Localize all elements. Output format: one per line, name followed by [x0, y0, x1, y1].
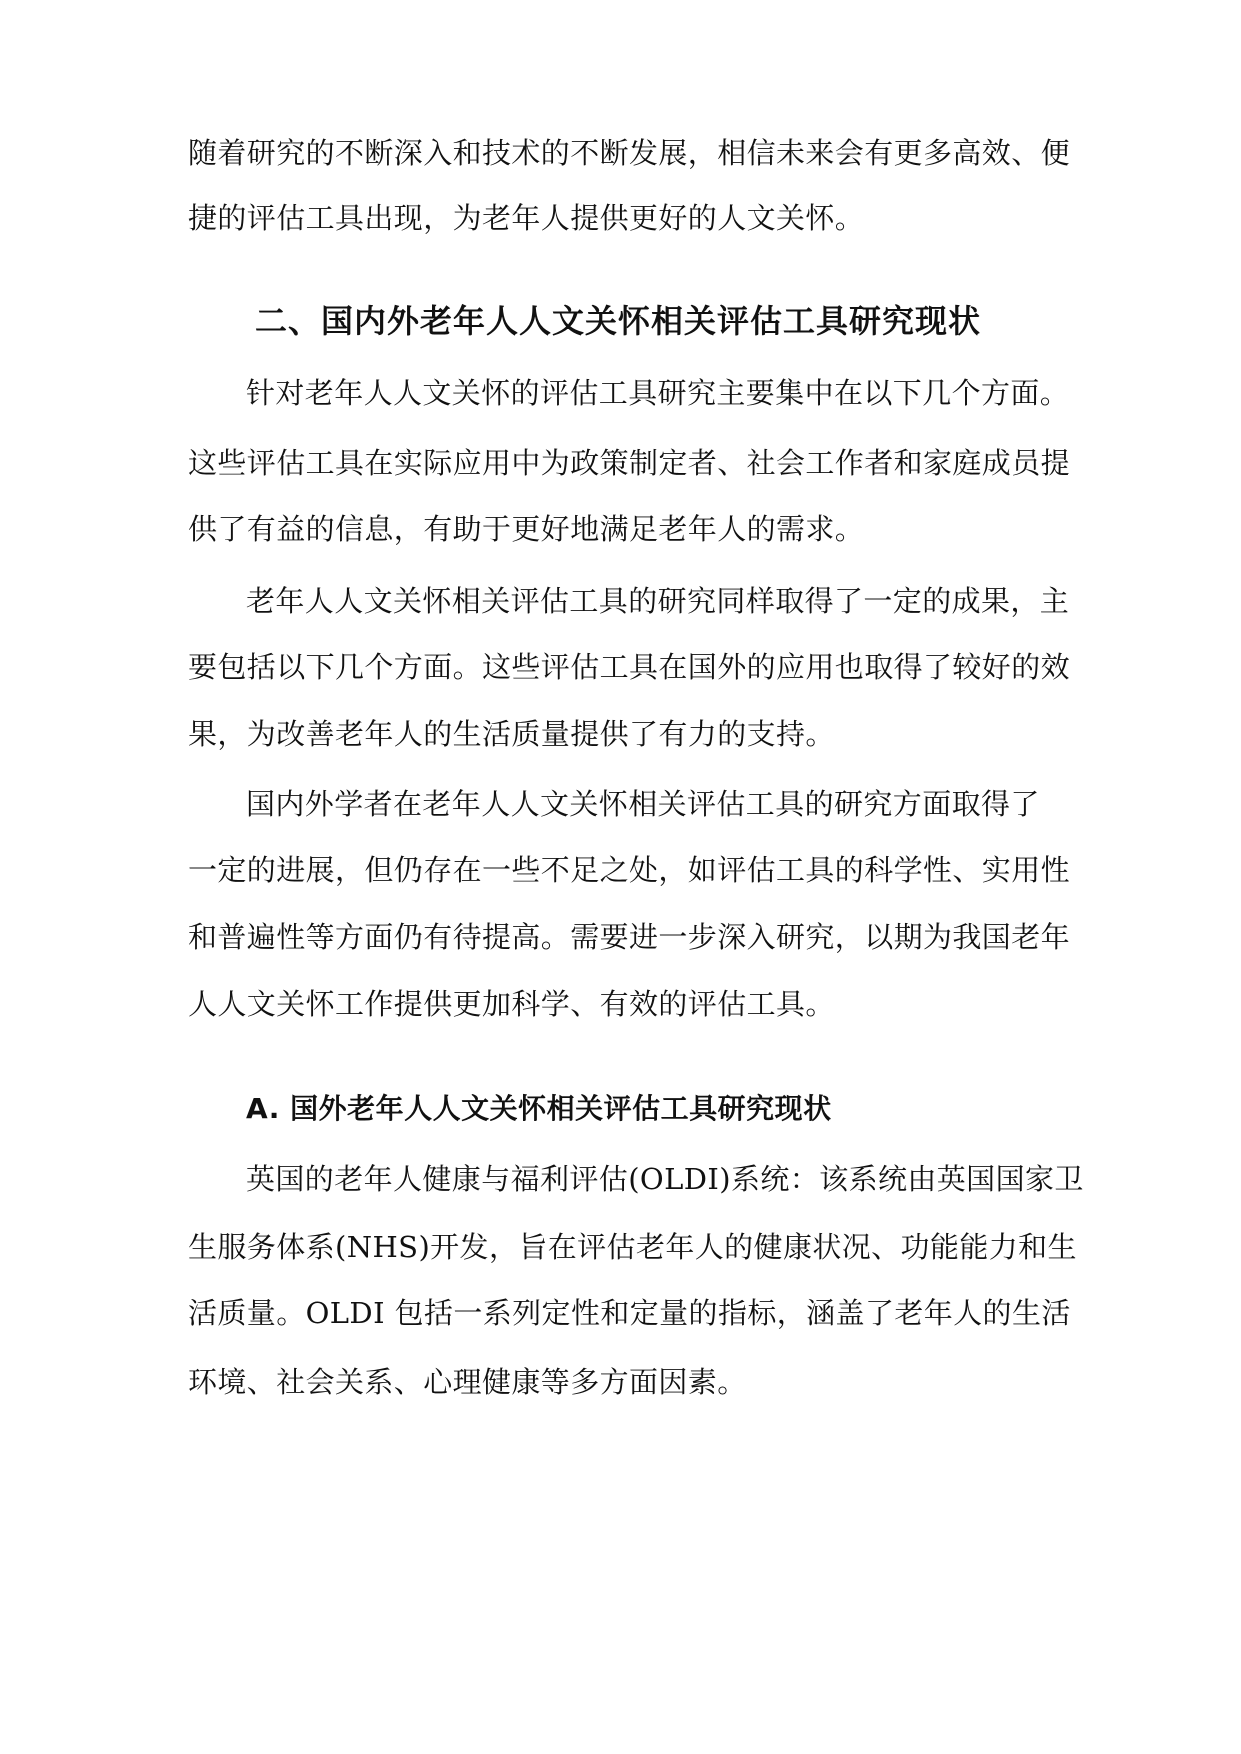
continuation-line-2: 捷的评估工具出现，为老年人提供更好的人文关怀。: [188, 201, 865, 235]
paragraph-4-line-4: 环境、社会关系、心理健康等多方面因素。: [188, 1365, 747, 1399]
paragraph-3-line-3: 和普遍性等方面仍有待提高。需要进一步深入研究，以期为我国老年: [188, 920, 1071, 954]
paragraph-3-line-4: 人人文关怀工作提供更加科学、有效的评估工具。: [188, 987, 835, 1021]
paragraph-2-line-2: 要包括以下几个方面。这些评估工具在国外的应用也取得了较好的效: [188, 650, 1071, 684]
paragraph-4-line-2: 生服务体系(NHS)开发，旨在评估老年人的健康状况、功能能力和生: [188, 1230, 1077, 1264]
paragraph-2-line-1: 老年人人文关怀相关评估工具的研究同样取得了一定的成果，主: [246, 584, 1070, 618]
paragraph-1-line-2: 这些评估工具在实际应用中为政策制定者、社会工作者和家庭成员提: [188, 446, 1071, 480]
paragraph-3-line-1: 国内外学者在老年人人文关怀相关评估工具的研究方面取得了: [246, 787, 1040, 821]
paragraph-2-line-3: 果，为改善老年人的生活质量提供了有力的支持。: [188, 717, 835, 751]
paragraph-4-line-1: 英国的老年人健康与福利评估(OLDI)系统：该系统由英国国家卫: [246, 1162, 1084, 1196]
paragraph-3-line-2: 一定的进展，但仍存在一些不足之处，如评估工具的科学性、实用性: [188, 853, 1071, 887]
section-heading: 二、国内外老年人人文关怀相关评估工具研究现状: [255, 302, 982, 340]
paragraph-4-line-3: 活质量。OLDI 包括一系列定性和定量的指标，涵盖了老年人的生活: [188, 1296, 1071, 1330]
continuation-line-1: 随着研究的不断深入和技术的不断发展，相信未来会有更多高效、便: [188, 136, 1071, 170]
paragraph-1-line-3: 供了有益的信息，有助于更好地满足老年人的需求。: [188, 512, 865, 546]
subsection-heading: A. 国外老年人人文关怀相关评估工具研究现状: [246, 1092, 832, 1125]
paragraph-1-line-1: 针对老年人人文关怀的评估工具研究主要集中在以下几个方面。: [246, 376, 1070, 410]
